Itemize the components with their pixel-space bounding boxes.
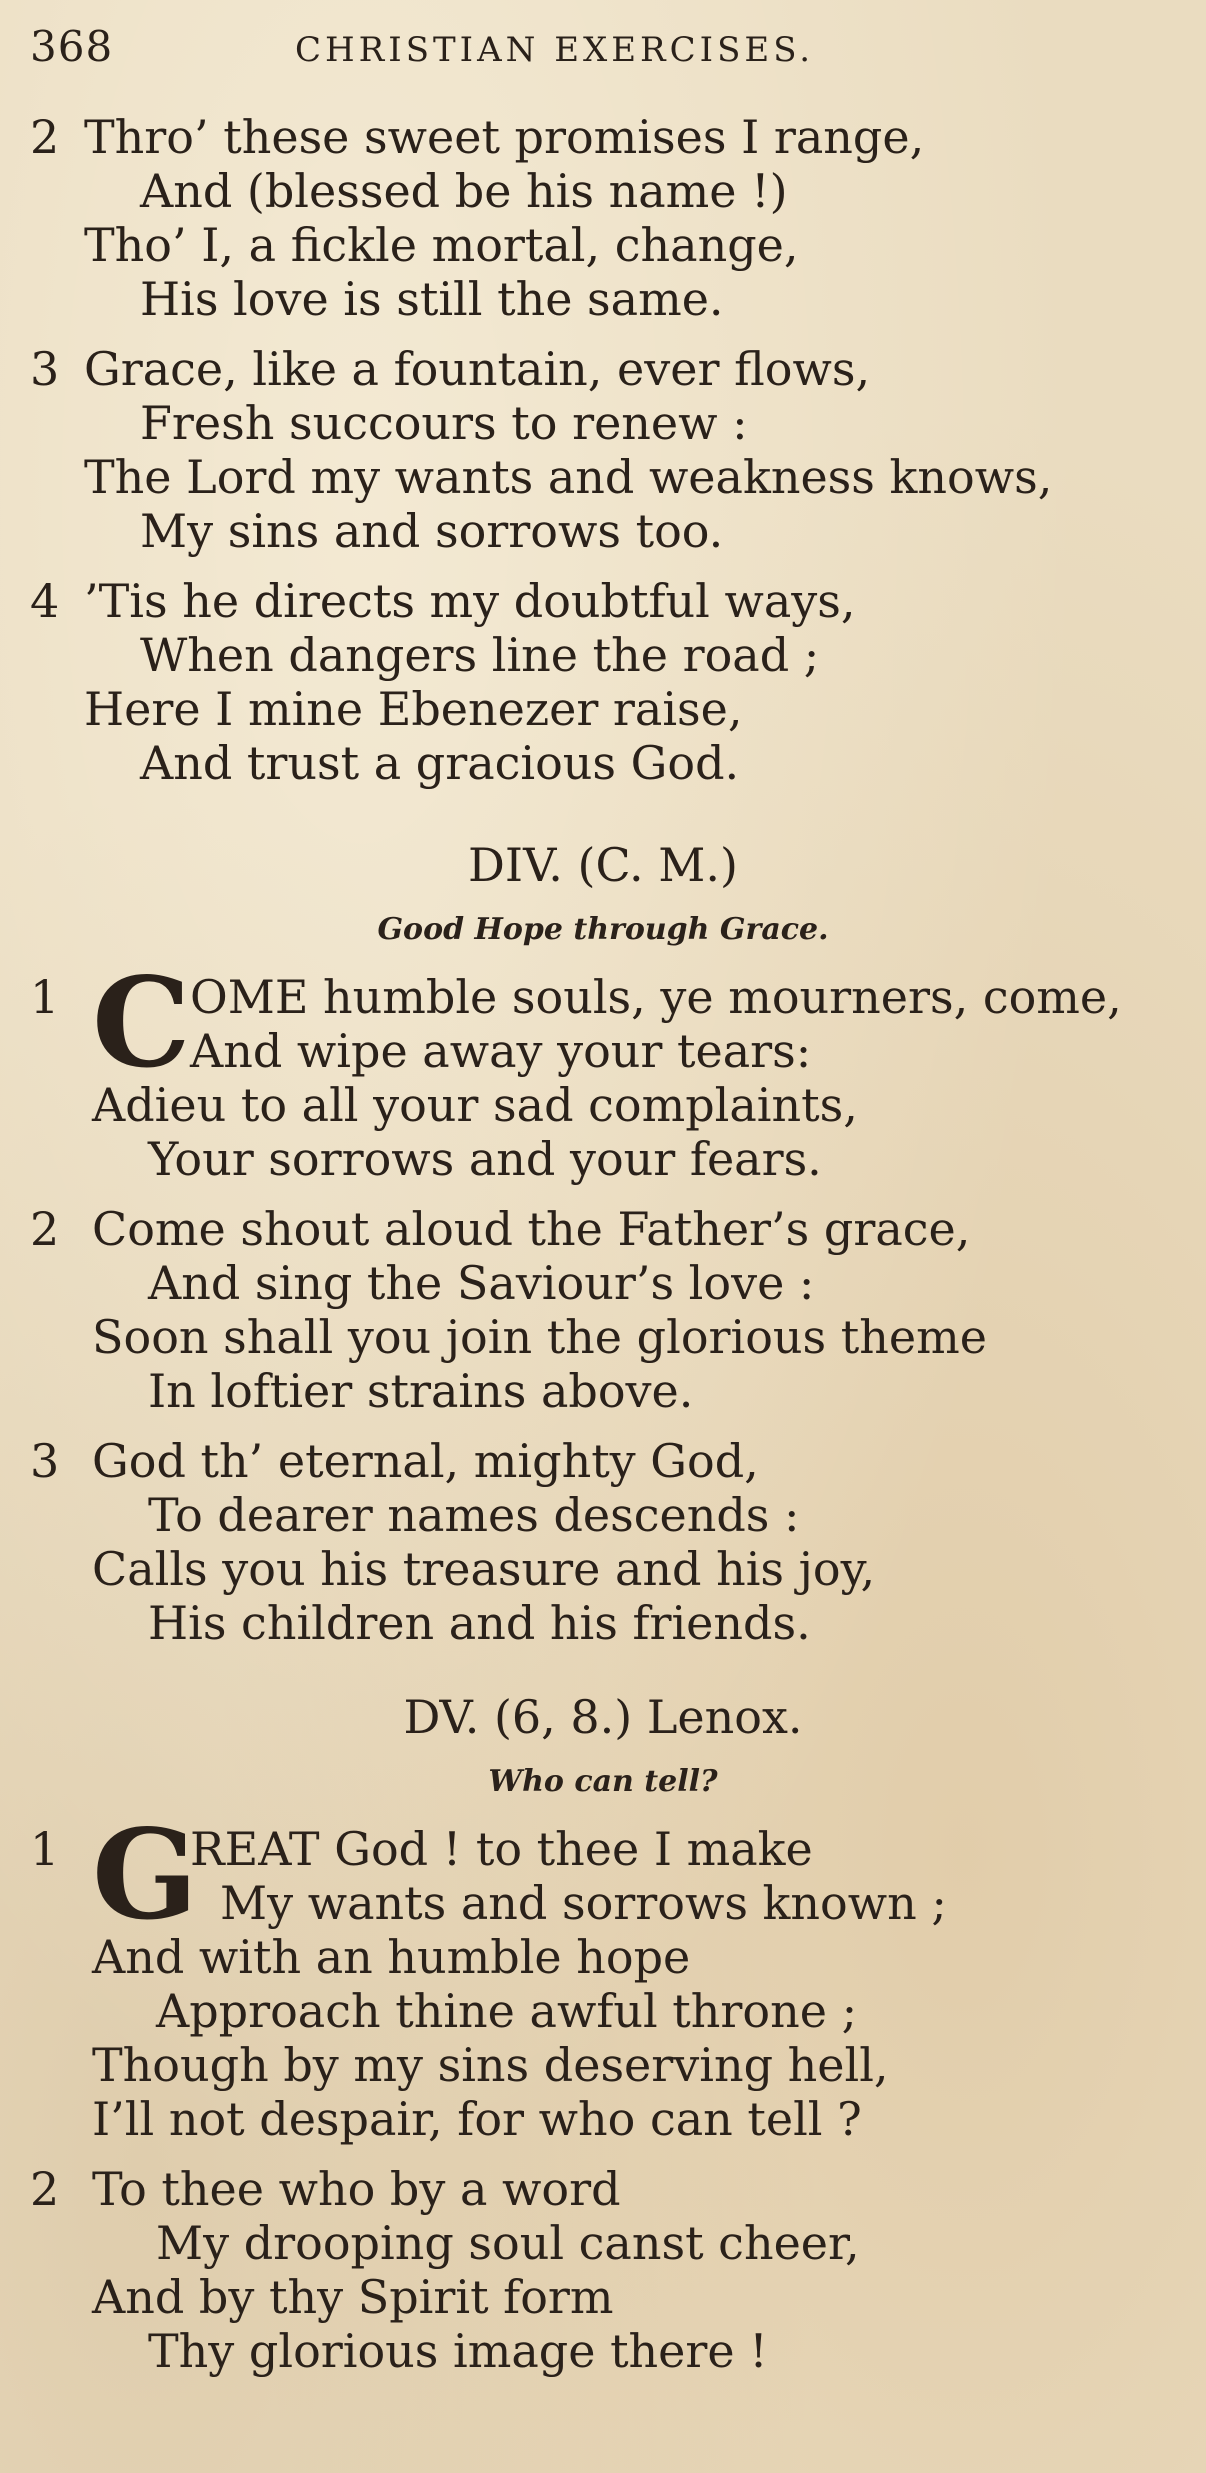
hymn-subtitle: Good Hope through Grace. <box>377 912 829 947</box>
verse-line: OME humble souls, ye mourners, come, <box>190 970 1122 1024</box>
verse-line: And with an humble hope <box>92 1930 691 1984</box>
verse-line: Though by my sins deserving hell, <box>92 2038 889 2092</box>
verse-line: Fresh succours to renew : <box>140 396 748 450</box>
hymn-title: DV. (6, 8.) Lenox. <box>403 1690 803 1744</box>
verse-line: In loftier strains above. <box>148 1364 694 1418</box>
verse-line: And trust a gracious God. <box>140 736 740 790</box>
verse-line: His love is still the same. <box>140 272 724 326</box>
verse-line: To thee who by a word <box>92 2162 621 2216</box>
verse-line: REAT God ! to thee I make <box>190 1822 813 1876</box>
hymn-title: DIV. (C. M.) <box>468 838 738 892</box>
page-number: 368 <box>30 22 114 71</box>
verse-line: Calls you his treasure and his joy, <box>92 1542 876 1596</box>
page-header <box>30 22 1166 78</box>
verse-number: 4 <box>30 574 60 628</box>
drop-cap: C <box>92 951 191 1096</box>
verse-line: My drooping soul canst cheer, <box>156 2216 860 2270</box>
verse-line: I’ll not despair, for who can tell ? <box>92 2092 862 2146</box>
verse-number: 2 <box>30 2162 60 2216</box>
verse-line: His children and his friends. <box>148 1596 811 1650</box>
verse-line: Soon shall you join the glorious theme <box>92 1310 987 1364</box>
verse-number: 1 <box>30 1822 60 1876</box>
running-title: CHRISTIAN EXERCISES. <box>295 30 815 70</box>
verse-line: Here I mine Ebenezer raise, <box>84 682 743 736</box>
verse-number: 1 <box>30 970 60 1024</box>
verse-line: When dangers line the road ; <box>140 628 820 682</box>
verse-number: 3 <box>30 1434 60 1488</box>
verse-line: Thro’ these sweet promises I range, <box>84 110 925 164</box>
verse-line: Thy glorious image there ! <box>148 2324 768 2378</box>
verse-line: And wipe away your tears: <box>190 1024 812 1078</box>
verse-line: God th’ eternal, mighty God, <box>92 1434 759 1488</box>
verse-line: Tho’ I, a fickle mortal, change, <box>84 218 799 272</box>
verse-line: And by thy Spirit form <box>92 2270 614 2324</box>
verse-number: 2 <box>30 110 60 164</box>
verse-line: Approach thine awful throne ; <box>156 1984 858 2038</box>
drop-cap: G <box>92 1803 198 1948</box>
hymn-subtitle: Who can tell? <box>488 1764 718 1799</box>
verse-number: 3 <box>30 342 60 396</box>
verse-line: Grace, like a fountain, ever flows, <box>84 342 871 396</box>
verse-line: The Lord my wants and weakness knows, <box>84 450 1053 504</box>
verse-line: And sing the Saviour’s love : <box>148 1256 815 1310</box>
verse-line: ’Tis he directs my doubtful ways, <box>84 574 856 628</box>
verse-line: Come shout aloud the Father’s grace, <box>92 1202 971 1256</box>
verse-line: Your sorrows and your fears. <box>148 1132 822 1186</box>
verse-number: 2 <box>30 1202 60 1256</box>
verse-line: And (blessed be his name !) <box>140 164 788 218</box>
verse-line: Adieu to all your sad complaints, <box>92 1078 858 1132</box>
verse-line: To dearer names descends : <box>148 1488 800 1542</box>
verse-line: My sins and sorrows too. <box>140 504 724 558</box>
verse-line: My wants and sorrows known ; <box>220 1876 947 1930</box>
